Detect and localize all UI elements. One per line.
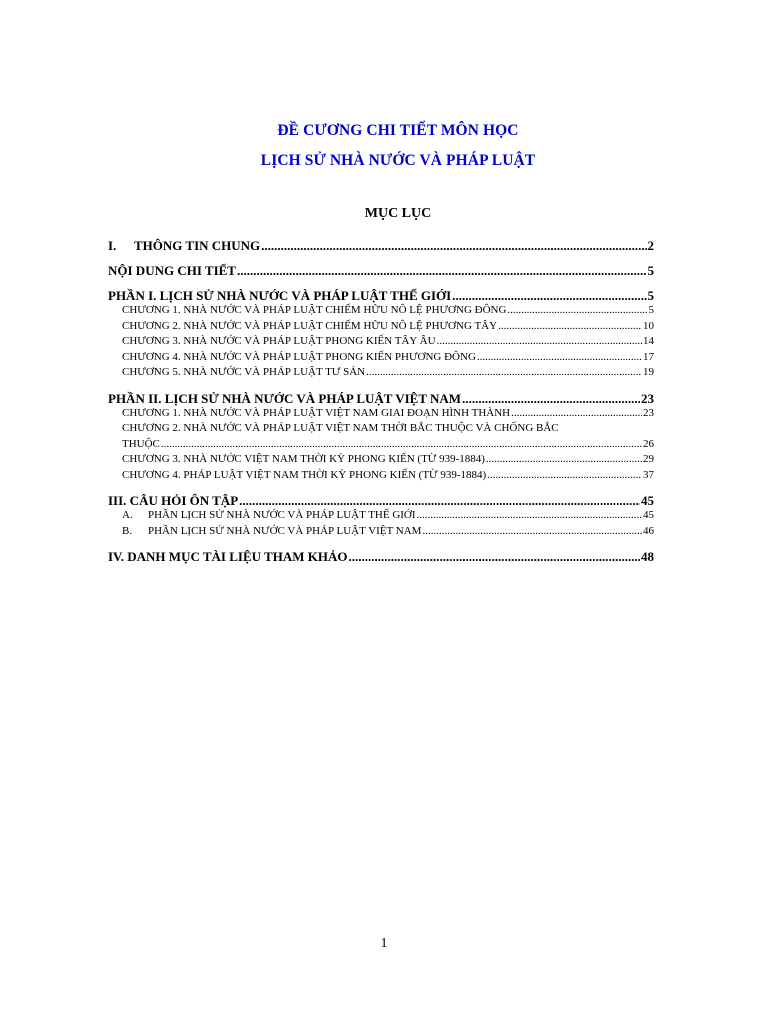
toc-entry-label: PHẦN II. LỊCH SỬ NHÀ NƯỚC VÀ PHÁP LUẬT VIỆT NAM bbox=[108, 390, 462, 406]
leader-dots bbox=[422, 524, 642, 540]
toc-entry-thong-tin-chung[interactable] bbox=[108, 238, 654, 253]
leader-dots bbox=[437, 334, 642, 350]
toc-entry-page: 17 bbox=[643, 350, 654, 363]
toc-entry-label: CHƯƠNG 1. NHÀ NƯỚC VÀ PHÁP LUẬT CHIẾM HỮU NÔ LỆ PHƯƠNG ĐÔNG bbox=[122, 304, 507, 316]
toc-entry-label: CHƯƠNG 5. NHÀ NƯỚC VÀ PHÁP LUẬT TƯ SẢN bbox=[122, 366, 366, 378]
toc-entry-phan-1-chuong-3[interactable] bbox=[108, 334, 654, 350]
toc-entry-page: 2 bbox=[647, 238, 654, 253]
toc-entry-phan-2-chuong-4[interactable] bbox=[108, 468, 654, 484]
leader-dots bbox=[366, 365, 642, 381]
leader-dots bbox=[417, 508, 642, 524]
toc-entry-label: CHƯƠNG 2. NHÀ NƯỚC VÀ PHÁP LUẬT CHIẾM HỮU NÔ LỆ PHƯƠNG TÂY bbox=[122, 319, 498, 332]
toc-entry-number: B. bbox=[122, 524, 133, 537]
toc-entry-label: CHƯƠNG 3. NHÀ NƯỚC VIỆT NAM THỜI KỲ PHONG KIẾN (TỪ 939-1884) bbox=[122, 453, 485, 465]
toc-entry-phan-2[interactable] bbox=[108, 391, 654, 406]
toc-entry-label: CHƯƠNG 4. PHÁP LUẬT VIỆT NAM THỜI KỲ PHONG KIẾN (TỪ 939-1884) bbox=[122, 468, 487, 481]
toc-entry-page: 46 bbox=[643, 524, 654, 537]
leader-dots bbox=[462, 391, 640, 406]
toc-heading: MỤC LỤC bbox=[364, 206, 432, 221]
toc-entry-page: 5 bbox=[648, 304, 654, 316]
document-title-line-1: ĐỀ CƯƠNG CHI TIẾT MÔN HỌC bbox=[277, 122, 519, 139]
toc-entry-label: PHẦN I. LỊCH SỬ NHÀ NƯỚC VÀ PHÁP LUẬT THẾ GIỚI bbox=[108, 288, 452, 303]
toc-entry-phan-2-chuong-2[interactable] bbox=[108, 421, 654, 452]
toc-entry-page: 48 bbox=[641, 549, 654, 564]
table-of-contents bbox=[108, 238, 654, 564]
toc-entry-page: 5 bbox=[647, 288, 654, 303]
toc-entry-page: 5 bbox=[647, 263, 654, 278]
toc-entry-label-line-1: CHƯƠNG 2. NHÀ NƯỚC VÀ PHÁP LUẬT VIỆT NAM THỜI BẮC THUỘC VÀ CHỐNG BẮC bbox=[122, 422, 559, 434]
leader-dots bbox=[511, 406, 642, 422]
toc-entry-label: THÔNG TIN CHUNG bbox=[134, 238, 261, 253]
document-title-line-2: LỊCH SỬ NHÀ NƯỚC VÀ PHÁP LUẬT bbox=[260, 152, 536, 169]
leader-dots bbox=[477, 350, 642, 366]
leader-dots bbox=[261, 238, 646, 253]
toc-entry-cau-hoi-b[interactable] bbox=[108, 524, 654, 540]
toc-entry-page: 37 bbox=[643, 468, 654, 481]
leader-dots bbox=[487, 468, 642, 484]
toc-entry-page: 14 bbox=[643, 335, 654, 347]
toc-entry-label: CHƯƠNG 1. NHÀ NƯỚC VÀ PHÁP LUẬT VIỆT NAM GIAI ĐOẠN HÌNH THÀNH bbox=[122, 406, 511, 419]
leader-dots bbox=[498, 319, 642, 335]
toc-entry-label: PHẦN LỊCH SỬ NHÀ NƯỚC VÀ PHÁP LUẬT VIỆT NAM bbox=[148, 524, 422, 537]
leader-dots bbox=[239, 493, 640, 508]
toc-entry-phan-1-chuong-2[interactable] bbox=[108, 319, 654, 335]
toc-entry-page: 23 bbox=[641, 390, 654, 406]
toc-entry-label-line-2: THUỘC bbox=[122, 437, 160, 450]
toc-entry-phan-1-chuong-1[interactable] bbox=[108, 303, 654, 319]
leader-dots bbox=[486, 452, 642, 468]
toc-entry-label: CHƯƠNG 4. NHÀ NƯỚC VÀ PHÁP LUẬT PHONG KIẾN PHƯƠNG ĐÔNG bbox=[122, 350, 476, 363]
toc-entry-number: A. bbox=[122, 509, 133, 521]
toc-entry-phan-2-chuong-1[interactable] bbox=[108, 406, 654, 422]
toc-entry-page: 45 bbox=[643, 509, 654, 521]
leader-dots bbox=[161, 437, 642, 453]
toc-entry-noi-dung-chi-tiet[interactable] bbox=[108, 263, 654, 278]
toc-entry-phan-1[interactable] bbox=[108, 288, 654, 303]
toc-entry-label: NỘI DUNG CHI TIẾT bbox=[108, 263, 236, 278]
toc-entry-page: 29 bbox=[643, 453, 654, 465]
toc-entry-tai-lieu-tham-khao[interactable] bbox=[108, 549, 654, 564]
leader-dots bbox=[452, 288, 646, 303]
toc-entry-phan-1-chuong-5[interactable] bbox=[108, 365, 654, 381]
toc-entry-label: III. CÂU HỎI ÔN TẬP bbox=[108, 493, 239, 508]
toc-entry-phan-2-chuong-3[interactable] bbox=[108, 452, 654, 468]
toc-entry-label: IV. DANH MỤC TÀI LIỆU THAM KHẢO bbox=[108, 549, 348, 564]
toc-entry-phan-1-chuong-4[interactable] bbox=[108, 350, 654, 366]
toc-entry-page: 26 bbox=[643, 437, 654, 450]
toc-entry-label: CHƯƠNG 3. NHÀ NƯỚC VÀ PHÁP LUẬT PHONG KIẾN TÂY ÂU bbox=[122, 335, 436, 347]
toc-entry-page: 45 bbox=[641, 493, 654, 508]
leader-dots bbox=[507, 303, 647, 319]
page-number: 1 bbox=[380, 936, 388, 951]
toc-entry-cau-hoi-a[interactable] bbox=[108, 508, 654, 524]
toc-entry-cau-hoi-on-tap[interactable] bbox=[108, 493, 654, 508]
toc-entry-page: 19 bbox=[643, 366, 654, 378]
toc-entry-label: PHẦN LỊCH SỬ NHÀ NƯỚC VÀ PHÁP LUẬT THẾ GIỚI bbox=[148, 509, 416, 521]
leader-dots bbox=[237, 263, 647, 278]
toc-entry-number: I. bbox=[108, 238, 117, 253]
toc-entry-page: 23 bbox=[643, 406, 654, 419]
toc-entry-page: 10 bbox=[643, 319, 654, 332]
leader-dots bbox=[348, 549, 640, 564]
